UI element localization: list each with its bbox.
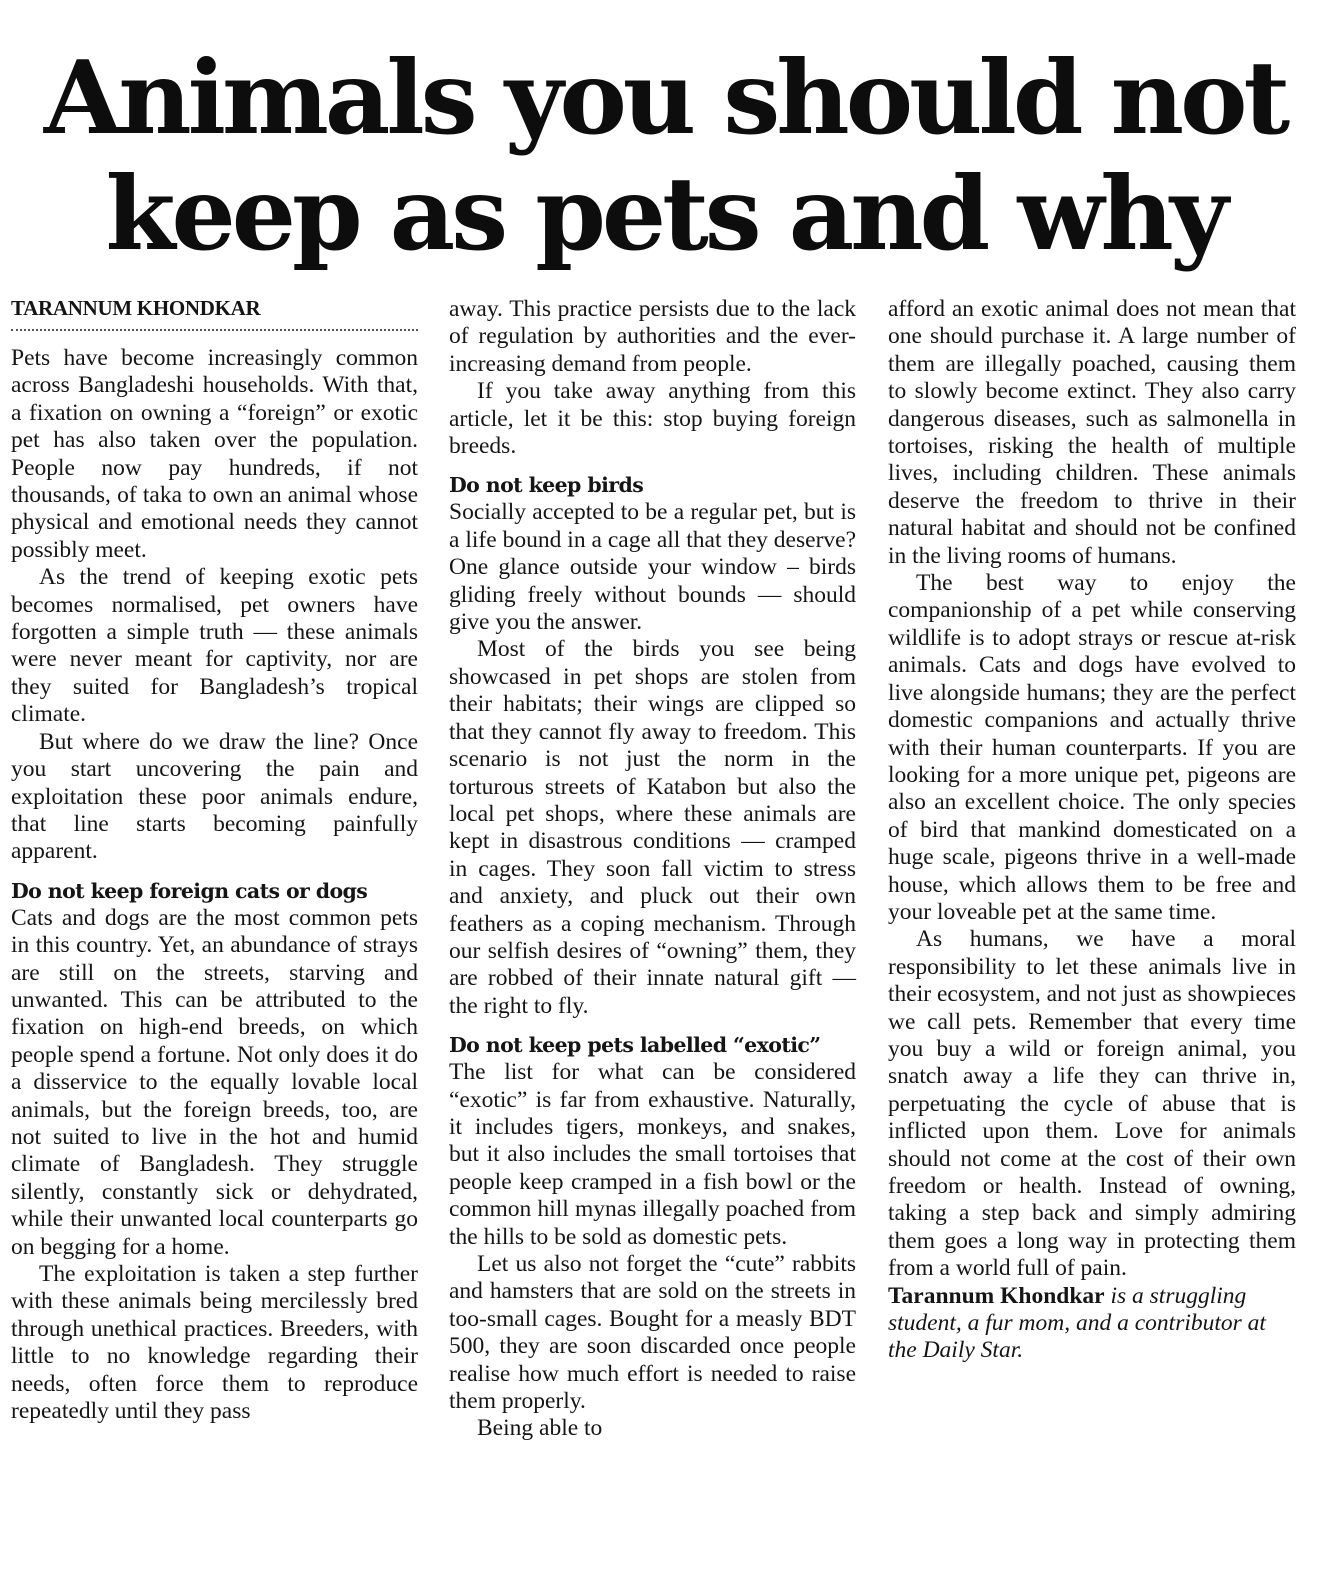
tagline-text: is a struggling student, a fur mom, and a contributor at the Daily Star. (888, 1282, 1266, 1364)
paragraph: Pets have become increasingly common across Bangladeshi households. With that, a fixation on owning a “foreign” or exotic pet has also taken over the population. People now pay hundreds, if not thousands, of taka to own an animal whose physical and emotional needs they cannot possibly meet. (11, 345, 418, 563)
paragraph: But where do we draw the line? Once you start uncovering the pain and exploitation these poor animals endure, that line starts becoming painfully apparent. (11, 728, 418, 865)
paragraph: The best way to enjoy the companionship of a pet while conserving wildlife is to adopt strays or rescue at-risk animals. Cats and dogs have evolved to live alongside humans; they are the perfect domestic companions and actually thrive with their human counterparts. If you are looking for a more unique pet, pigeons are also an excellent choice. The only species of bird that mankind domesticated on a huge scale, pigeons thrive in a well-made house, which allows them to be free and your loveable pet at the same time. (888, 570, 1296, 925)
article-column-1 (11, 296, 418, 1425)
author-tagline (888, 1283, 1296, 1365)
paragraph: Most of the birds you see being showcased in pet shops are stolen from their habitats; their wings are clipped so that they cannot fly away to freedom. This scenario is not just the norm in the torturous streets of Katabon but also the local pet shops, where these animals are kept in disastrous conditions — cramped in cages. They soon fall victim to stress and anxiety, and pluck out their own feathers as a coping mechanism. Through our selfish desires of “owning” them, they are robbed of their innate natural gift — the right to fly. (449, 636, 856, 1019)
paragraph: away. This practice persists due to the lack of regulation by authorities and the ever-increasing demand from people. (449, 296, 856, 377)
subheading-birds: Do not keep birds (449, 473, 644, 498)
byline: TARANNUM KHONDKAR (11, 296, 418, 331)
paragraph: The exploitation is taken a step further with these animals being mercilessly bred through unethical practices. Breeders, with little to no knowledge regarding their needs, often force them to reproduce repeatedly until they pass (11, 1261, 418, 1425)
paragraph: Socially accepted to be a regular pet, but is a life bound in a cage all that they deserve? One glance outside your window – birds gliding freely without bounds — should give you the answer. (449, 499, 856, 636)
paragraph: afford an exotic animal does not mean that one should purchase it. A large number of them are illegally poached, causing them to slowly become extinct. They also carry dangerous diseases, such as salmonella in tortoises, risking the health of multiple lives, including children. These animals deserve the freedom to thrive in their natural habitat and should not be confined in the living rooms of humans. (888, 296, 1296, 569)
paragraph: If you take away anything from this article, let it be this: stop buying foreign breeds. (449, 378, 856, 460)
paragraph: The list for what can be considered “exotic” is far from exhaustive. Naturally, it includes tigers, monkeys, and snakes, but it also includes the small tortoises that people keep cramped in a fish bowl or the common hill mynas illegally poached from the hills to be sold as domestic pets. (449, 1059, 856, 1250)
headline (0, 40, 1330, 272)
article-column-3 (888, 296, 1296, 1365)
headline-line-2: keep as pets and why (105, 154, 1225, 273)
subheading-foreign-cats-dogs: Do not keep foreign cats or dogs (11, 878, 368, 903)
paragraph: As humans, we have a moral responsibility to let these animals live in their ecosystem, and not just as showpieces we call pets. Remember that every time you buy a wild or foreign animal, you snatch away a life they can thrive in, perpetuating the cycle of abuse that is inflicted upon them. Love for animals should not come at the cost of their own freedom or health. Instead of owning, taking a step back and simply admiring them goes a long way in protecting them from a world full of pain. (888, 926, 1296, 1282)
headline-line-1: Animals you should not (43, 38, 1287, 157)
paragraph: Cats and dogs are the most common pets in this country. Yet, an abundance of strays are still on the streets, starving and unwanted. This can be attributed to the fixation on high-end breeds, on which people spend a fortune. Not only does it do a disservice to the equally lovable local animals, but the foreign breeds, too, are not suited to live in the hot and humid climate of Bangladesh. They struggle silently, constantly sick or dehydrated, while their unwanted local counterparts go on begging for a home. (11, 904, 418, 1260)
paragraph: As the trend of keeping exotic pets becomes normalised, pet owners have forgotten a simple truth — these animals were never meant for captivity, nor are they suited for Bangladesh’s tropical climate. (11, 564, 418, 728)
subheading-exotic: Do not keep pets labelled “exotic” (449, 1033, 821, 1058)
tagline-author: Tarannum Khondkar (888, 1282, 1105, 1309)
article-column-2 (449, 296, 856, 1443)
paragraph: Being able to (477, 1415, 603, 1442)
paragraph: Let us also not forget the “cute” rabbits and hamsters that are sold on the streets in too-small cages. Bought for a measly BDT 500, they are soon discarded once people realise how much effort is needed to raise them properly. (449, 1251, 856, 1415)
